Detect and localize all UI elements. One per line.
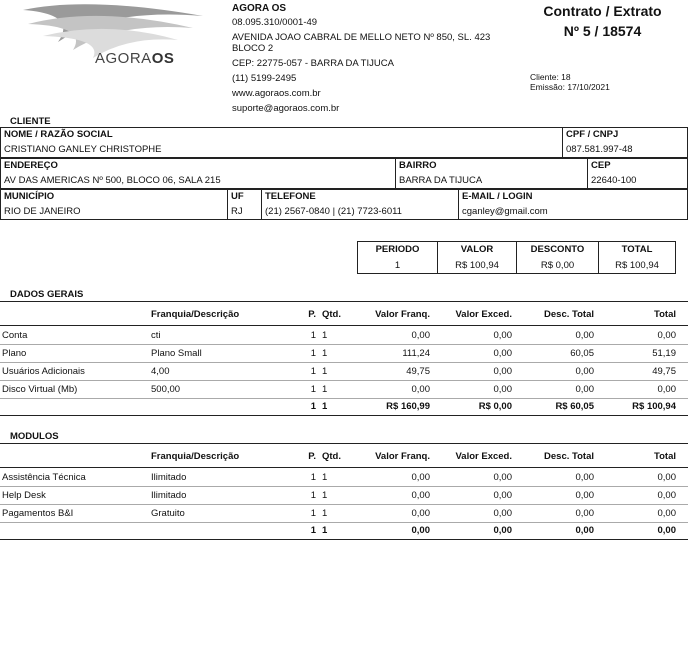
row-divider bbox=[0, 380, 688, 381]
column-header: Qtd. bbox=[322, 309, 341, 320]
row-divider bbox=[0, 486, 688, 487]
client-name: CRISTIANO GANLEY CHRISTOPHE bbox=[4, 144, 162, 155]
table-cell: 0,00 bbox=[411, 330, 430, 341]
general-section-title: DADOS GERAIS bbox=[10, 289, 84, 300]
client-cep: 22640-100 bbox=[591, 175, 637, 186]
client-uf: RJ bbox=[231, 206, 243, 217]
row-divider bbox=[0, 344, 688, 345]
summary-value-box bbox=[437, 241, 517, 274]
client-name-label: NOME / RAZÃO SOCIAL bbox=[4, 129, 113, 140]
company-website[interactable]: www.agoraos.com.br bbox=[232, 88, 321, 99]
client-phone-box bbox=[261, 189, 459, 220]
table-cell: 1 bbox=[310, 472, 316, 483]
row-description: Assistência Técnica bbox=[2, 472, 86, 483]
client-id: Cliente: 18 bbox=[530, 72, 571, 82]
column-header: Desc. Total bbox=[544, 309, 594, 320]
summary-header: PERIODO bbox=[375, 244, 420, 255]
document-title: Contrato / Extrato bbox=[543, 3, 662, 19]
client-address: AV DAS AMERICAS Nº 500, BLOCO 06, SALA 215 bbox=[4, 175, 221, 186]
table-cell: 0,00 bbox=[493, 348, 512, 359]
table-cell: 1 bbox=[322, 384, 328, 395]
company-phone: (11) 5199-2495 bbox=[232, 73, 297, 84]
column-header: Valor Exced. bbox=[455, 309, 512, 320]
client-cpf-label: CPF / CNPJ bbox=[566, 129, 619, 140]
client-address-box bbox=[0, 158, 396, 189]
row-description: Usuários Adicionais bbox=[2, 366, 85, 377]
client-district-label: BAIRRO bbox=[399, 160, 437, 171]
table-cell: 0,00 bbox=[657, 330, 676, 341]
summary-value: R$ 100,94 bbox=[455, 260, 499, 271]
table-cell: Plano Small bbox=[151, 348, 202, 359]
table-cell: 4,00 bbox=[151, 366, 170, 377]
column-header: Franquia/Descrição bbox=[151, 309, 240, 320]
column-header: Qtd. bbox=[322, 451, 341, 462]
summary-header: DESCONTO bbox=[530, 244, 585, 255]
table-cell: Gratuito bbox=[151, 508, 185, 519]
column-header: P. bbox=[308, 309, 316, 320]
table-cell: 1 bbox=[310, 366, 316, 377]
row-divider bbox=[0, 398, 688, 399]
modules-section-title: MODULOS bbox=[10, 431, 59, 442]
total-cell: 1 bbox=[310, 525, 316, 536]
client-email-label: E-MAIL / LOGIN bbox=[462, 191, 533, 202]
client-section-title: CLIENTE bbox=[10, 116, 51, 127]
table-cell: 0,00 bbox=[493, 508, 512, 519]
summary-total bbox=[598, 241, 676, 274]
client-cep-box bbox=[587, 158, 688, 189]
total-cell: 1 bbox=[322, 401, 328, 412]
row-divider bbox=[0, 415, 688, 416]
issue-date: Emissão: 17/10/2021 bbox=[530, 82, 610, 92]
client-email: cganley@gmail.com bbox=[462, 206, 548, 217]
column-header: Valor Exced. bbox=[455, 451, 512, 462]
client-cep-label: CEP bbox=[591, 160, 611, 171]
table-cell: 0,00 bbox=[411, 384, 430, 395]
summary-discount bbox=[516, 241, 599, 274]
client-name-box bbox=[0, 127, 563, 158]
table-cell: 0,00 bbox=[657, 508, 676, 519]
row-description: Conta bbox=[2, 330, 28, 341]
summary-period bbox=[357, 241, 438, 274]
row-divider bbox=[0, 504, 688, 505]
summary-value: 1 bbox=[394, 260, 401, 271]
client-uf-label: UF bbox=[231, 191, 244, 202]
table-cell: 1 bbox=[310, 490, 316, 501]
row-divider bbox=[0, 522, 688, 523]
company-address: AVENIDA JOAO CABRAL DE MELLO NETO Nº 850, SL. 423 BLOCO 2 bbox=[232, 32, 491, 54]
client-email-box bbox=[458, 189, 688, 220]
table-cell: 49,75 bbox=[652, 366, 676, 377]
row-description: Plano bbox=[2, 348, 27, 359]
document-number: Nº 5 / 18574 bbox=[563, 23, 642, 39]
column-header: Total bbox=[654, 309, 676, 320]
column-header: Total bbox=[654, 451, 676, 462]
table-cell: 1 bbox=[310, 330, 316, 341]
column-header: Franquia/Descrição bbox=[151, 451, 240, 462]
table-cell: 111,24 bbox=[402, 348, 430, 359]
company-cep: CEP: 22775-057 - BARRA DA TIJUCA bbox=[232, 58, 394, 69]
company-email[interactable]: suporte@agoraos.com.br bbox=[232, 103, 340, 114]
table-cell: 0,00 bbox=[493, 384, 512, 395]
table-cell: 0,00 bbox=[493, 472, 512, 483]
logo-wordmark: AGORAOS bbox=[95, 50, 175, 67]
total-cell: 0,00 bbox=[575, 525, 594, 536]
table-cell: 0,00 bbox=[575, 384, 594, 395]
total-cell: R$ 60,05 bbox=[555, 401, 594, 412]
table-cell: 1 bbox=[322, 508, 328, 519]
row-divider bbox=[0, 325, 688, 326]
table-cell: 0,00 bbox=[657, 490, 676, 501]
row-description: Pagamentos B&I bbox=[2, 508, 74, 519]
table-cell: 1 bbox=[310, 348, 316, 359]
table-cell: 0,00 bbox=[493, 490, 512, 501]
summary-header: VALOR bbox=[460, 244, 494, 255]
client-city-box bbox=[0, 189, 228, 220]
row-description: Disco Virtual (Mb) bbox=[2, 384, 78, 395]
total-cell: 1 bbox=[322, 525, 328, 536]
table-cell: 0,00 bbox=[657, 472, 676, 483]
table-cell: 500,00 bbox=[151, 384, 181, 395]
table-cell: 1 bbox=[310, 384, 316, 395]
table-cell: 0,00 bbox=[493, 366, 512, 377]
table-cell: cti bbox=[151, 330, 161, 341]
client-city-label: MUNICÍPIO bbox=[4, 191, 55, 202]
table-cell: 0,00 bbox=[575, 490, 594, 501]
table-cell: 1 bbox=[322, 490, 328, 501]
client-city: RIO DE JANEIRO bbox=[4, 206, 81, 217]
total-cell: 0,00 bbox=[411, 525, 430, 536]
table-cell: Ilimitado bbox=[151, 472, 187, 483]
table-cell: 0,00 bbox=[411, 472, 430, 483]
company-name: AGORA OS bbox=[232, 3, 287, 14]
divider bbox=[0, 443, 688, 444]
table-cell: 1 bbox=[322, 330, 328, 341]
column-header: Valor Franq. bbox=[375, 309, 430, 320]
table-cell: 49,75 bbox=[406, 366, 430, 377]
table-cell: 0,00 bbox=[575, 330, 594, 341]
table-cell: Ilimitado bbox=[151, 490, 187, 501]
client-address-label: ENDEREÇO bbox=[4, 160, 58, 171]
column-header: Valor Franq. bbox=[375, 451, 430, 462]
table-cell: 0,00 bbox=[657, 384, 676, 395]
table-cell: 60,05 bbox=[570, 348, 594, 359]
column-header: Desc. Total bbox=[544, 451, 594, 462]
table-cell: 0,00 bbox=[575, 472, 594, 483]
row-divider bbox=[0, 467, 688, 468]
table-cell: 1 bbox=[310, 508, 316, 519]
table-cell: 0,00 bbox=[575, 508, 594, 519]
row-divider bbox=[0, 539, 688, 540]
client-phone-label: TELEFONE bbox=[265, 191, 316, 202]
table-cell: 1 bbox=[322, 348, 328, 359]
row-divider bbox=[0, 362, 688, 363]
total-cell: R$ 160,99 bbox=[386, 401, 430, 412]
client-district: BARRA DA TIJUCA bbox=[399, 175, 483, 186]
client-uf-box bbox=[227, 189, 262, 220]
table-cell: 0,00 bbox=[411, 508, 430, 519]
table-cell: 0,00 bbox=[411, 490, 430, 501]
summary-value: R$ 100,94 bbox=[615, 260, 659, 271]
column-header: P. bbox=[308, 451, 316, 462]
client-district-box bbox=[395, 158, 588, 189]
total-cell: 0,00 bbox=[493, 525, 512, 536]
table-cell: 51,19 bbox=[652, 348, 676, 359]
client-phone: (21) 2567-0840 | (21) 7723-6011 bbox=[265, 206, 402, 217]
table-cell: 0,00 bbox=[575, 366, 594, 377]
divider bbox=[0, 301, 688, 302]
table-cell: 0,00 bbox=[493, 330, 512, 341]
row-description: Help Desk bbox=[2, 490, 46, 501]
table-cell: 1 bbox=[322, 366, 328, 377]
total-cell: R$ 0,00 bbox=[478, 401, 512, 412]
client-cpf: 087.581.997-48 bbox=[566, 144, 633, 155]
client-cpf-box bbox=[562, 127, 688, 158]
table-cell: 1 bbox=[322, 472, 328, 483]
total-cell: R$ 100,94 bbox=[632, 401, 676, 412]
company-cnpj: 08.095.310/0001-49 bbox=[232, 17, 318, 28]
summary-value: R$ 0,00 bbox=[540, 260, 575, 271]
summary-header: TOTAL bbox=[621, 244, 653, 255]
total-cell: 1 bbox=[310, 401, 316, 412]
total-cell: 0,00 bbox=[657, 525, 676, 536]
